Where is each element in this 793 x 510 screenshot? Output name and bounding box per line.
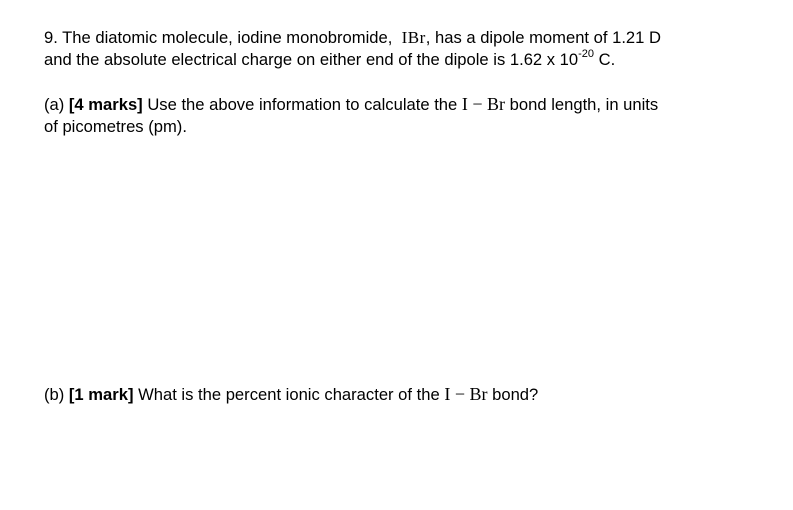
charge-unit: C. (598, 50, 616, 69)
question-part-a (44, 93, 764, 138)
part-a-text-2: bond length, in units (509, 95, 659, 114)
intro-text-3: and the absolute electrical charge on either end of the dipole is 1.62 x 10 (44, 50, 579, 69)
intro-text-2: , has a dipole moment of 1.21 D (425, 28, 661, 47)
part-b-text-1: What is the percent ionic character of the (138, 385, 440, 404)
part-b-text-2: bond? (492, 385, 539, 404)
question-number: 9. (44, 28, 58, 47)
part-a-bond: I − Br (461, 94, 506, 114)
formula-ibr: IBr (401, 28, 426, 47)
part-b-bond: I − Br (444, 384, 488, 404)
question-intro (44, 27, 764, 71)
charge-exponent: -20 (578, 48, 595, 61)
part-b-label: (b) (44, 385, 65, 404)
part-b-marks: [1 mark] (68, 385, 134, 404)
part-a-text-1: Use the above information to calculate the (147, 95, 458, 114)
part-a-marks: [4 marks] (68, 95, 143, 114)
question-part-b (44, 383, 764, 406)
part-a-text-3: of picometres (pm). (44, 117, 187, 136)
intro-text-1: The diatomic molecule, iodine monobromide, (62, 28, 393, 47)
part-a-label: (a) (44, 95, 65, 114)
